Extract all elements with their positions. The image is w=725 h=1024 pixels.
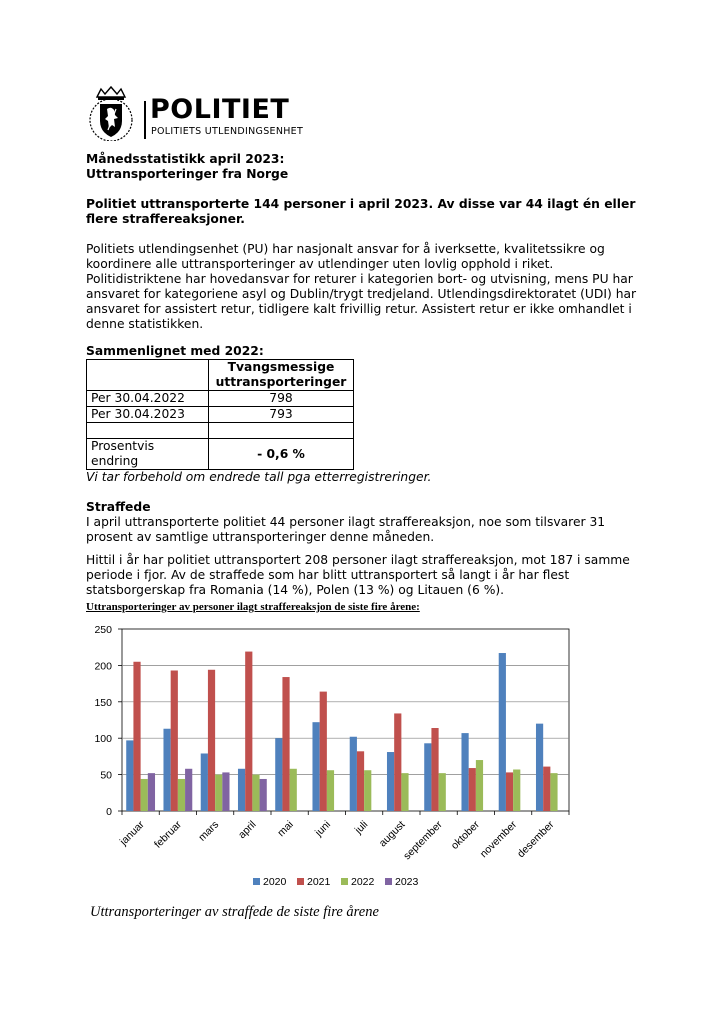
chart-title: Uttransporteringer av personer ilagt straffereaksjon de siste fire årene:	[86, 601, 420, 613]
bar-2021-april	[245, 652, 252, 811]
x-tick-label: oktober	[448, 818, 482, 852]
straffede-paragraph-1: I april uttransporterte politiet 44 personer ilagt straffereaksjon, noe som tilsvarer 31 prosent av samtlige uttransporteringer denne måneden.	[86, 515, 606, 544]
table-row-label	[87, 423, 209, 439]
table-row	[87, 423, 354, 439]
bar-2021-mai	[282, 677, 289, 811]
table-col-header-line2: uttransporteringer	[215, 375, 347, 389]
bar-2022-august	[401, 773, 408, 811]
brand-subtitle: POLITIETS UTLENDINGSENHET	[151, 126, 304, 137]
legend-swatch-2023	[385, 878, 392, 885]
compare-heading: Sammenlignet med 2022:	[86, 344, 264, 358]
y-tick-label: 150	[94, 696, 112, 709]
y-tick-label: 200	[94, 660, 112, 673]
x-tick-label: mai	[275, 818, 296, 840]
legend-swatch-2022	[341, 878, 348, 885]
table-row-label: Per 30.04.2022	[87, 391, 209, 407]
legend-label-2021: 2021	[307, 876, 331, 888]
bar-chart	[86, 618, 586, 898]
table-row-value: - 0,6 %	[209, 439, 354, 470]
legend-swatch-2020	[253, 878, 260, 885]
bar-2023-februar	[185, 769, 192, 811]
logo-divider	[144, 101, 146, 139]
y-tick-label: 50	[100, 769, 112, 782]
straffede-heading: Straffede	[86, 500, 151, 514]
straffede-paragraph-2: Hittil i år har politiet uttransportert 208 personer ilagt straffereaksjon, mot 187 i samme periode i fjor. Av de straffede som har blitt uttransportert så langt i år har flest statsborgerskap fra Romania (14 %), Polen (13 %) og Litauen (6 %).	[86, 553, 630, 597]
bar-2020-mars	[201, 753, 208, 811]
bar-2022-oktober	[476, 760, 483, 811]
table-col-header-line1: Tvangsmessige	[227, 360, 335, 374]
bar-2020-mai	[275, 738, 282, 811]
title-line-2: Uttransporteringer fra Norge	[86, 167, 289, 181]
document-body	[86, 152, 646, 598]
bar-2020-juli	[350, 737, 357, 811]
x-tick-label: juli	[352, 818, 371, 837]
legend-label-2022: 2022	[351, 876, 375, 888]
table-row	[87, 391, 354, 407]
bar-2021-juni	[320, 692, 327, 811]
bar-2022-mars	[215, 775, 222, 811]
x-tick-label: mars	[196, 818, 222, 844]
bar-2021-oktober	[469, 768, 476, 811]
politiet-logo	[86, 85, 326, 141]
legend-label-2023: 2023	[395, 876, 419, 888]
bar-2022-februar	[178, 779, 185, 811]
table-row-label: Prosentvis endring	[87, 439, 209, 470]
brand-name: POLITIET	[150, 94, 290, 125]
title-line-1: Månedsstatistikk april 2023:	[86, 152, 285, 166]
bar-2022-desember	[550, 773, 557, 811]
bar-2021-januar	[133, 662, 140, 811]
bar-2023-april	[260, 779, 267, 811]
bar-2021-mars	[208, 670, 215, 811]
bar-2020-juni	[312, 722, 319, 811]
x-tick-label: april	[235, 818, 259, 842]
comparison-table	[86, 359, 354, 470]
table-row-label: Per 30.04.2023	[87, 407, 209, 423]
bar-2021-august	[394, 713, 401, 811]
x-tick-label: februar	[151, 818, 184, 851]
bar-2022-november	[513, 770, 520, 811]
table-header-row	[87, 360, 354, 391]
bar-2020-september	[424, 743, 431, 811]
legend-label-2020: 2020	[263, 876, 287, 888]
bar-2023-januar	[148, 773, 155, 811]
bar-2020-april	[238, 769, 245, 811]
x-tick-label: desember	[514, 818, 557, 861]
table-row-value: 793	[209, 407, 354, 423]
table-row	[87, 439, 354, 470]
bar-2020-november	[499, 653, 506, 811]
bar-2022-september	[439, 773, 446, 811]
x-tick-label: januar	[117, 818, 147, 848]
coat-of-arms-icon	[86, 85, 136, 141]
bar-2020-januar	[126, 740, 133, 811]
bar-2022-januar	[141, 779, 148, 811]
chart-caption: Uttransporteringer av straffede de siste fire årene	[90, 904, 379, 920]
table-col-header	[209, 360, 354, 391]
intro-paragraph: Politiets utlendingsenhet (PU) har nasjonalt ansvar for å iverksette, kvalitetssikre og koordinere alle uttransporteringer av utlendinger uten lovlig opphold i riket. Politidistriktene har hovedansvar for returer i kategorien bort- og utvisning, mens PU har ansvaret for kategoriene asyl og Dublin/trygt tredjeland. Utlendingsdirektoratet (UDI) har ansvaret for assistert retur, tidligere kalt frivillig retur. Assistert retur er ikke omhandlet i denne statistikken.	[86, 242, 637, 331]
table-header-empty	[87, 360, 209, 391]
bar-2021-februar	[171, 670, 178, 811]
bar-2022-juli	[364, 770, 371, 811]
table-row-value: 798	[209, 391, 354, 407]
x-tick-label: juni	[312, 818, 333, 839]
bar-2020-desember	[536, 724, 543, 811]
bar-2020-februar	[163, 729, 170, 811]
bar-2022-juni	[327, 770, 334, 811]
table-row	[87, 407, 354, 423]
legend-swatch-2021	[297, 878, 304, 885]
bar-2020-oktober	[461, 733, 468, 811]
bar-2022-april	[252, 775, 259, 811]
bar-2021-juli	[357, 751, 364, 811]
summary: Politiet uttransporterte 144 personer i april 2023. Av disse var 44 ilagt én eller flere straffereaksjoner.	[86, 197, 636, 226]
table-row-value	[209, 423, 354, 439]
bar-2021-november	[506, 772, 513, 811]
y-tick-label: 250	[94, 624, 112, 636]
disclaimer: Vi tar forbehold om endrede tall pga etterregistreringer.	[86, 470, 432, 484]
bar-2022-mai	[290, 769, 297, 811]
bar-2023-mars	[222, 772, 229, 811]
y-tick-label: 100	[94, 733, 112, 746]
x-tick-label: september	[401, 818, 445, 863]
x-tick-label: august	[376, 818, 408, 850]
y-tick-label: 0	[106, 806, 112, 818]
bar-2021-desember	[543, 767, 550, 811]
bar-2021-september	[431, 728, 438, 811]
bar-2020-august	[387, 752, 394, 811]
x-tick-label: november	[477, 818, 520, 861]
